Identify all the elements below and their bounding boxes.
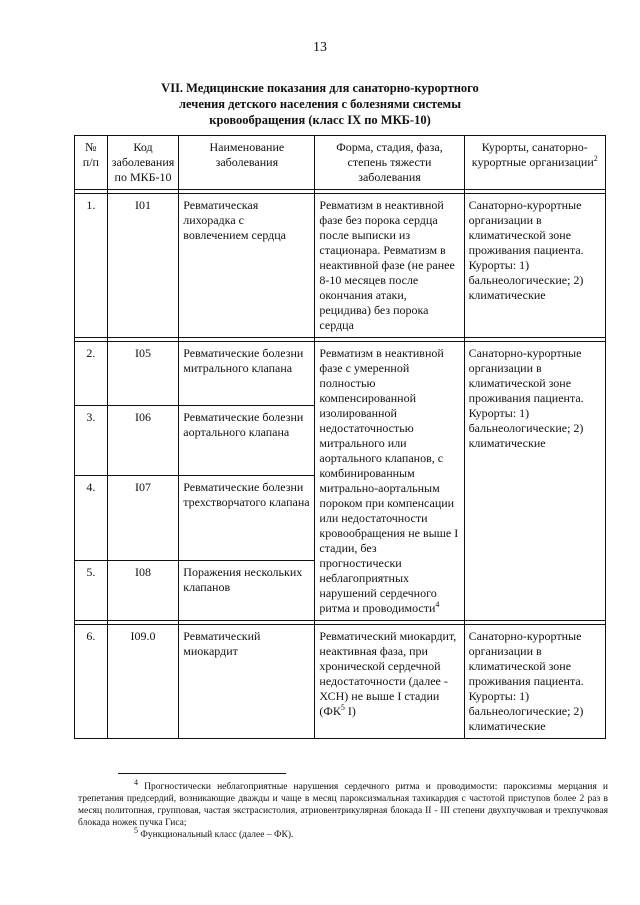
page-number: 13 bbox=[313, 40, 327, 55]
table-row bbox=[75, 342, 606, 406]
table-header-row bbox=[75, 136, 606, 190]
footnote-5-text: Функциональный класс (далее – ФК). bbox=[138, 830, 294, 840]
header-resorts bbox=[464, 136, 605, 190]
header-form: Форма, стадия, фаза, степень тяжести заболевания bbox=[315, 136, 464, 190]
row-resorts: Санаторно-курортные организации в климатической зоне проживания пациента. Курорты: 1) бальнеологические; 2) климатические bbox=[464, 194, 605, 338]
row-disease-name: Ревматические болезни аортального клапана bbox=[179, 406, 315, 476]
header-code: Код заболевания по МКБ-10 bbox=[107, 136, 179, 190]
row-num: 4. bbox=[75, 476, 108, 561]
row-disease-name: Ревматический миокардит bbox=[179, 625, 315, 739]
row-num: 6. bbox=[75, 625, 108, 739]
row-code: I08 bbox=[107, 561, 179, 621]
footnote-5-mark: 5 bbox=[134, 825, 138, 835]
row-code: I01 bbox=[107, 194, 179, 338]
row-code: I06 bbox=[107, 406, 179, 476]
footnote-ref-2: 2 bbox=[593, 154, 598, 163]
footnote-4 bbox=[78, 777, 608, 829]
row-code: I09.0 bbox=[107, 625, 179, 739]
row-num: 5. bbox=[75, 561, 108, 621]
row-disease-name: Поражения нескольких клапанов bbox=[179, 561, 315, 621]
footnote-5 bbox=[78, 825, 608, 841]
row-num: 1. bbox=[75, 194, 108, 338]
indications-table bbox=[74, 135, 606, 739]
row-code: I05 bbox=[107, 342, 179, 406]
header-name: Наименование заболевания bbox=[179, 136, 315, 190]
row-disease-name: Ревматические болезни митрального клапана bbox=[179, 342, 315, 406]
footnote-ref-4: 4 bbox=[435, 600, 440, 609]
row-form: Ревматизм в неактивной фазе без порока сердца после выписки из стационара. Ревматизм в неактивной фазе (не ранее 8-10 месяцев после окончания атаки, рецидива) без порока сердца bbox=[315, 194, 464, 338]
footnote-ref-5: 5 bbox=[340, 703, 345, 712]
footnote-4-text: Прогностически неблагоприятные нарушения сердечного ритма и проводимости: пароксизмы мерцания и трепетания предсердий, возникающие дважды и чаще в месяц пароксизмальная тахикардия с частотой приступов более 2 раз в месяц политопная, групповая, частая экстрасистолия, атриовентрикулярная блокада II - III степени двухпучковая и трехпучковая блокада ножек пучка Гиса; bbox=[78, 782, 608, 828]
header-num: № п/п bbox=[75, 136, 108, 190]
title-line-3: кровообращения (класс IX по МКБ-10) bbox=[209, 113, 431, 127]
row-code: I07 bbox=[107, 476, 179, 561]
footnote-4-mark: 4 bbox=[134, 777, 138, 787]
title-line-1: VII. Медицинские показания для санаторно-курортного bbox=[161, 81, 479, 95]
row-form-text: Ревматический миокардит, неактивная фаза, при хронической сердечной недостаточности (далее - ХСН) не выше I стадии (ФК bbox=[319, 629, 457, 718]
row-form-text-end: I) bbox=[344, 704, 356, 718]
title-line-2: лечения детского населения с болезнями системы bbox=[179, 97, 461, 111]
row-num: 3. bbox=[75, 406, 108, 476]
row-disease-name: Ревматические болезни трехстворчатого клапана bbox=[179, 476, 315, 561]
row-disease-name: Ревматическая лихорадка с вовлечением сердца bbox=[179, 194, 315, 338]
table-row bbox=[75, 625, 606, 739]
row-num: 2. bbox=[75, 342, 108, 406]
section-title bbox=[120, 80, 520, 128]
footnotes bbox=[78, 777, 608, 841]
row-resorts: Санаторно-курортные организации в климатической зоне проживания пациента. Курорты: 1) бальнеологические; 2) климатические bbox=[464, 625, 605, 739]
row-resorts-merged: Санаторно-курортные организации в климатической зоне проживания пациента. Курорты: 1) бальнеологические; 2) климатические bbox=[464, 342, 605, 621]
row-form bbox=[315, 625, 464, 739]
merged-form-text: Ревматизм в неактивной фазе с умеренной полностью компенсированной изолированной недостаточностью митрального или аортального клапанов, с комбинированным митрально-аортальным пороком при компенсации или недостаточности кровообращения не выше I стадии, без прогностически неблагоприятных нарушений сердечного ритма и проводимости bbox=[319, 346, 459, 615]
header-resorts-text: Курорты, санаторно-курортные организации bbox=[471, 140, 594, 169]
table-row bbox=[75, 194, 606, 338]
row-form-merged bbox=[315, 342, 464, 621]
footnote-divider bbox=[118, 773, 286, 774]
